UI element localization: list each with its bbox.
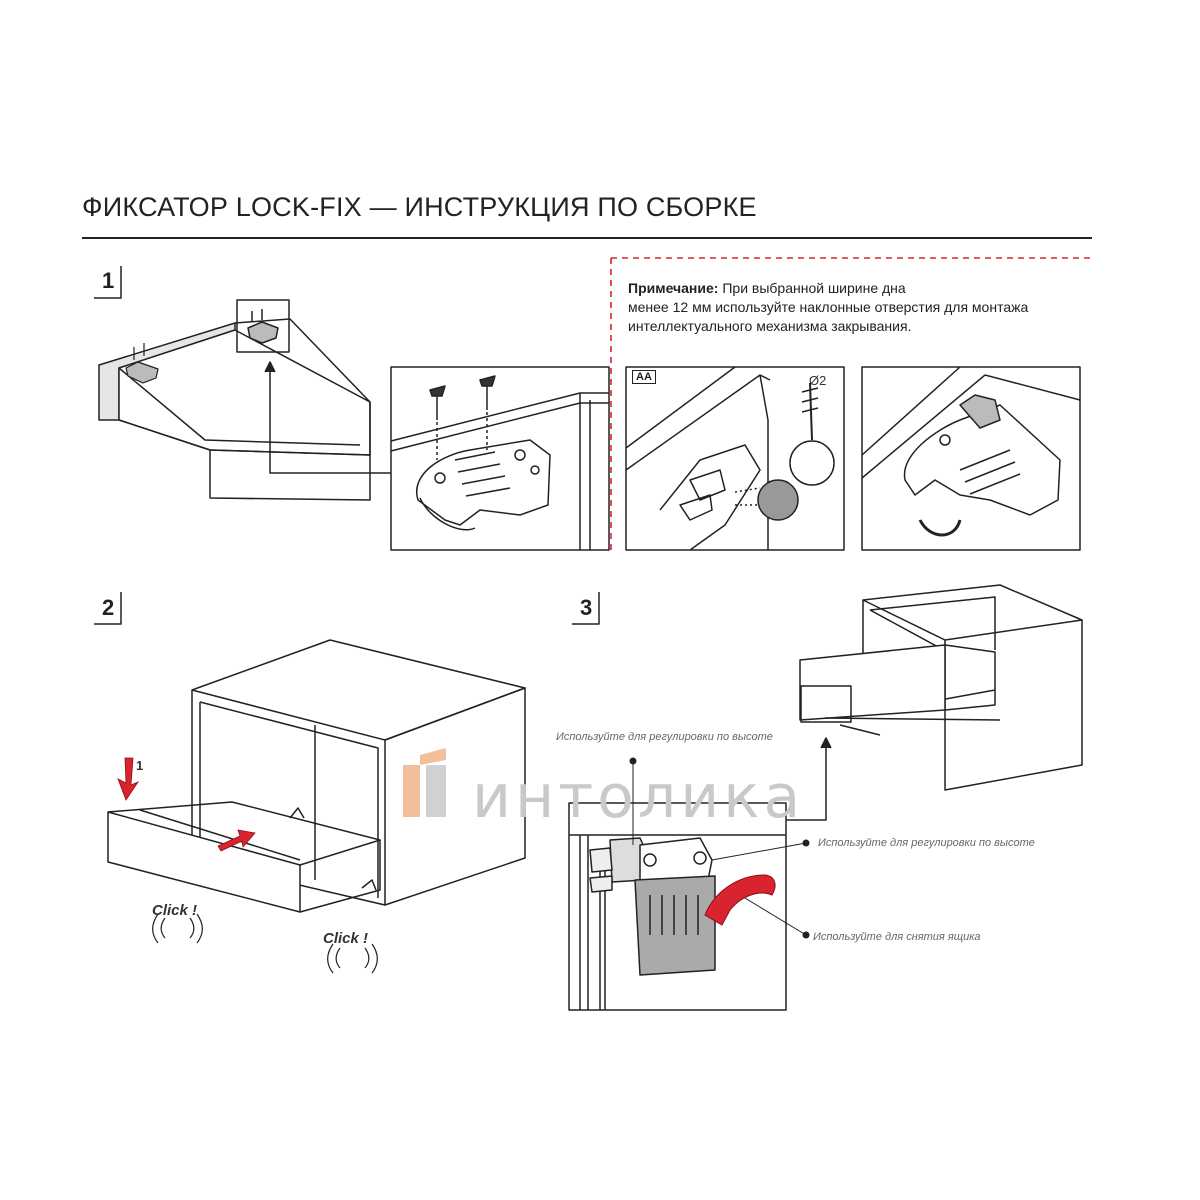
step1-detail-inset [391, 367, 609, 550]
step-3-bracket [572, 592, 599, 624]
step2-click-waves-right [328, 944, 378, 973]
drill-diameter-label: Ø2 [809, 373, 827, 388]
step-1-number: 1 [102, 268, 115, 293]
step-3-number: 3 [580, 595, 593, 620]
callout-height-right: Используйте для регулировки по высоте [818, 837, 1035, 849]
note-line-3: интеллектуального механизма закрывания. [628, 318, 912, 334]
step-2-number: 2 [102, 595, 115, 620]
watermark-logo [403, 748, 446, 817]
callout-removal: Используйте для снятия ящика [813, 931, 981, 943]
page-title: ФИКСАТОР LOCK-FIX — ИНСТРУКЦИЯ ПО СБОРКЕ [82, 192, 757, 222]
note-line-1: При выбранной ширине дна [722, 280, 906, 296]
step2-click-waves-left [153, 914, 203, 943]
note-line-2: менее 12 мм используйте наклонные отверстия для монтажа [628, 299, 1029, 315]
step-2-bracket [94, 592, 121, 624]
callout-leader-right [712, 843, 806, 860]
note-label: Примечание: [628, 280, 719, 296]
step2-arrow-down [118, 758, 138, 800]
step3-detail-panel [569, 803, 786, 1010]
arrow-label-1: 1 [136, 758, 144, 773]
detail-tag-aa: AA [632, 370, 656, 384]
click-label-left: Click ! [152, 902, 198, 919]
click-label-right: Click ! [323, 930, 369, 947]
watermark-text: интолика [472, 762, 805, 832]
step-1-bracket [94, 266, 121, 298]
callout-height-top: Используйте для регулировки по высоте [556, 731, 773, 743]
callout-leader-removal [740, 895, 806, 935]
step1-inset-3 [862, 367, 1080, 550]
detail-aa-inset [626, 367, 844, 550]
